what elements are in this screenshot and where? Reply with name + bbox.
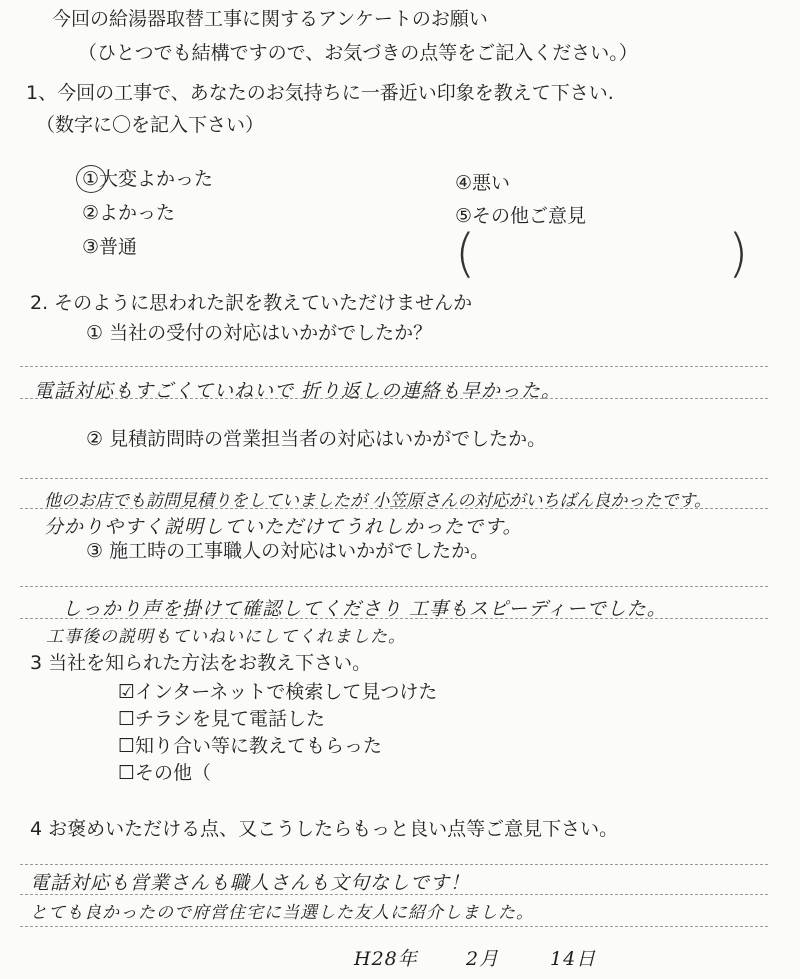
answer-line <box>20 894 768 895</box>
q1-option-5[interactable]: ⑤その他ご意見 <box>455 205 587 227</box>
answer-line <box>20 926 768 927</box>
answer-line <box>20 618 768 619</box>
q1-option-3[interactable]: ③普通 <box>82 236 138 258</box>
q3-option-internet[interactable]: ☑インターネットで検索して見つけた <box>118 681 438 703</box>
q2-sub1-question: ① 当社の受付の対応はいかがでしたか？ <box>86 322 433 344</box>
q2-sub2-answer-line1[interactable]: 他のお店でも訪問見積りをしていましたが 小笠原さんの対応がいちばん良かったです。 <box>44 491 712 511</box>
q3-option-flyer[interactable]: ☐チラシを見て電話した <box>118 708 326 730</box>
q3-option-acquaintance[interactable]: ☐知り合い等に教えてもらった <box>118 735 383 757</box>
q4-question: 4 お褒めいただける点、又こうしたらもっと良い点等ご意見下さい。 <box>30 818 619 840</box>
date-year[interactable]: H28年 <box>354 948 418 970</box>
form-title: 今回の給湯器取替工事に関するアンケートのお願い <box>52 8 488 30</box>
answer-line <box>20 508 768 509</box>
answer-line <box>20 586 768 587</box>
q3-question: 3 当社を知られた方法をお教え下さい。 <box>30 652 372 674</box>
q2-question: 2. そのように思われた訳を教えていただけませんか <box>30 292 473 314</box>
other-opinion-close-paren: ) <box>728 224 749 284</box>
answer-line <box>20 398 768 399</box>
q1-option-4[interactable]: ④悪い <box>455 172 511 194</box>
q2-sub1-answer[interactable]: 電話対応もすごくていねいで 折り返しの連絡も早かった。 <box>34 380 562 402</box>
date-day[interactable]: 14日 <box>550 948 597 970</box>
q2-sub3-answer-line2[interactable]: 工事後の説明もていねいにしてくれました。 <box>46 627 406 647</box>
q4-answer-line1[interactable]: 電話対応も営業さんも職人さんも文句なしです！ <box>30 872 471 894</box>
answer-line <box>20 864 768 865</box>
other-opinion-open-paren: ( <box>455 224 476 284</box>
form-subtitle: （ひとつでも結構ですので、お気づきの点等をご記入ください。） <box>78 42 638 64</box>
q1-option-1[interactable]: ①大変よかった <box>82 168 214 190</box>
q1-question: 1、今回の工事で、あなたのお気持ちに一番近い印象を教えて下さい. <box>26 82 614 104</box>
answer-line <box>20 366 768 367</box>
q1-option-2[interactable]: ②よかった <box>82 202 176 224</box>
q2-sub3-question: ③ 施工時の工事職人の対応はいかがでしたか。 <box>86 540 490 562</box>
q2-sub2-answer-line2[interactable]: 分かりやすく説明していただけてうれしかったです。 <box>44 516 523 538</box>
answer-line <box>20 478 768 479</box>
q2-sub3-answer-line1[interactable]: しっかり声を掛けて確認してくださり 工事もスピーディーでした。 <box>62 598 667 620</box>
date-month[interactable]: 2月 <box>466 948 500 970</box>
q3-option-other[interactable]: ☐その他（ <box>118 762 212 784</box>
q4-answer-line2[interactable]: とても良かったので府営住宅に当選した友人に紹介しました。 <box>30 903 534 923</box>
q1-instruction: （数字に〇を記入下さい） <box>36 114 265 136</box>
q2-sub2-question: ② 見積訪問時の営業担当者の対応はいかがでしたか。 <box>86 428 547 450</box>
